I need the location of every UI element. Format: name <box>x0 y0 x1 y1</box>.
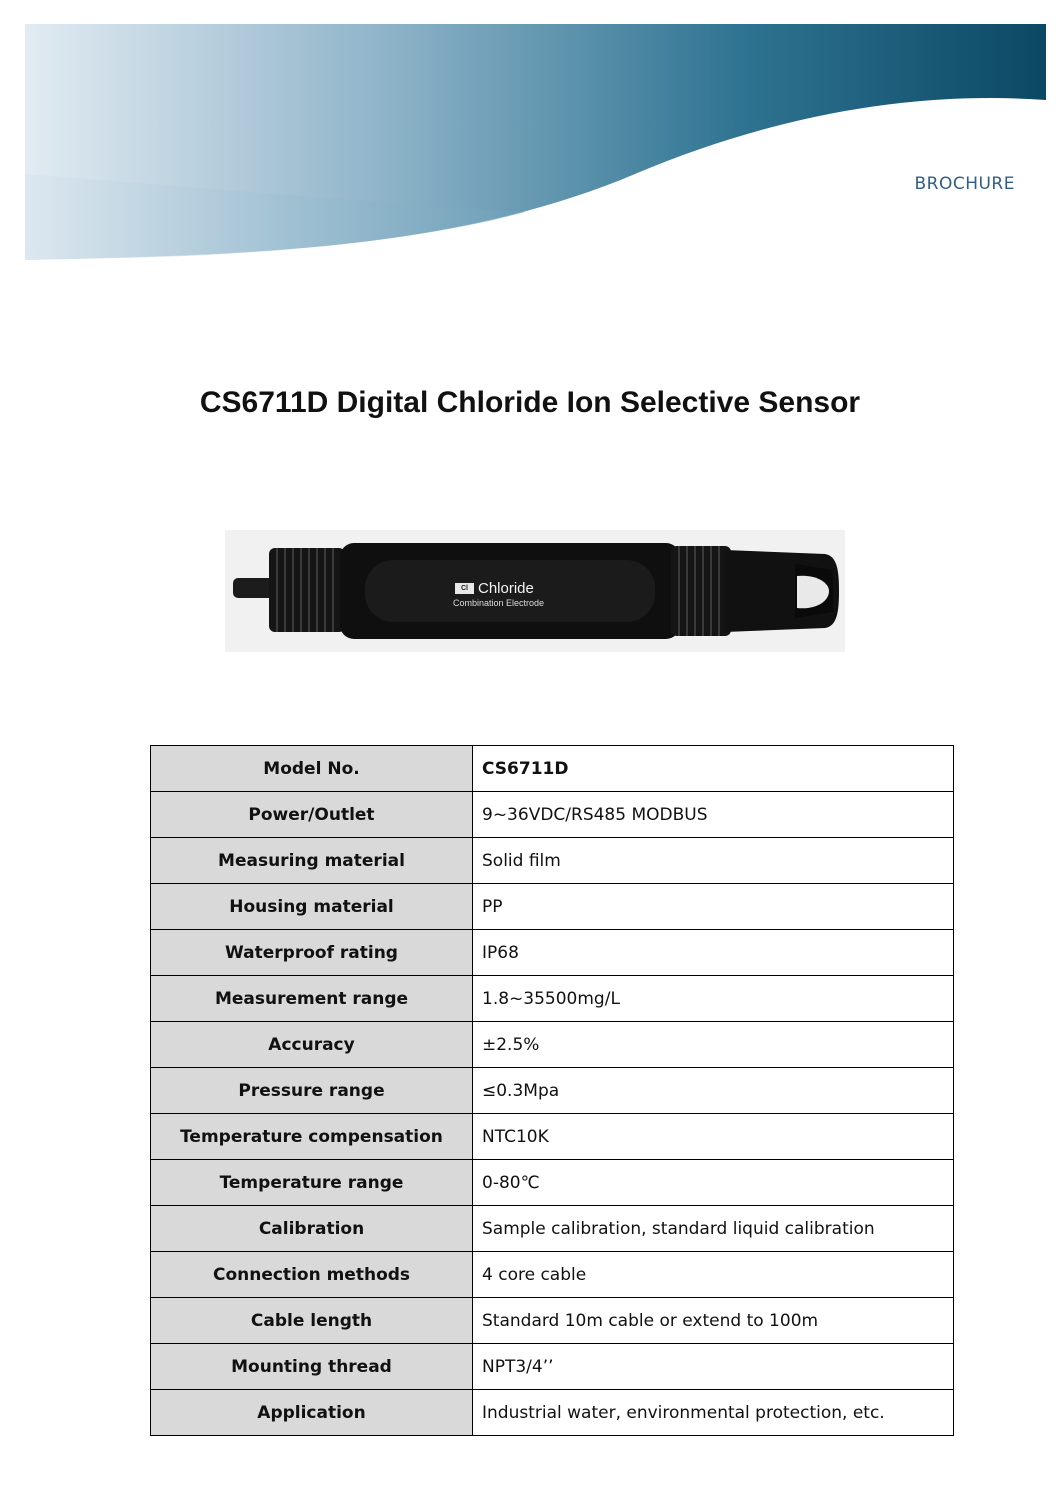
table-row <box>151 838 954 884</box>
spec-value: NTC10K <box>473 1114 954 1160</box>
spec-key: Calibration <box>151 1206 473 1252</box>
spec-value: 1.8~35500mg/L <box>473 976 954 1022</box>
spec-key: Model No. <box>151 746 473 792</box>
product-image <box>225 530 845 652</box>
table-row <box>151 1206 954 1252</box>
table-row <box>151 1114 954 1160</box>
spec-value: 0-80℃ <box>473 1160 954 1206</box>
spec-key: Pressure range <box>151 1068 473 1114</box>
spec-key: Waterproof rating <box>151 930 473 976</box>
spec-value: PP <box>473 884 954 930</box>
spec-key: Measurement range <box>151 976 473 1022</box>
page-title: CS6711D Digital Chloride Ion Selective Sensor <box>199 386 861 419</box>
spec-value: ≤0.3Mpa <box>473 1068 954 1114</box>
sensor-label: Chloride <box>478 580 534 597</box>
sensor-badge: Cl <box>455 583 474 594</box>
spec-table <box>150 745 954 1436</box>
spec-key: Temperature range <box>151 1160 473 1206</box>
table-row <box>151 884 954 930</box>
spec-key: Cable length <box>151 1298 473 1344</box>
table-row <box>151 1298 954 1344</box>
spec-key: Housing material <box>151 884 473 930</box>
spec-value: Industrial water, environmental protection, etc. <box>473 1390 954 1436</box>
spec-value: 4 core cable <box>473 1252 954 1298</box>
table-row <box>151 792 954 838</box>
spec-key: Measuring material <box>151 838 473 884</box>
table-row <box>151 1160 954 1206</box>
table-row <box>151 1068 954 1114</box>
spec-key: Application <box>151 1390 473 1436</box>
wave-graphic <box>25 24 1046 260</box>
spec-value: 9~36VDC/RS485 MODBUS <box>473 792 954 838</box>
table-row <box>151 1390 954 1436</box>
table-row <box>151 746 954 792</box>
spec-value: IP68 <box>473 930 954 976</box>
spec-value: Sample calibration, standard liquid calibration <box>473 1206 954 1252</box>
spec-value: CS6711D <box>473 746 954 792</box>
table-row <box>151 1344 954 1390</box>
table-row <box>151 1022 954 1068</box>
sensor-illustration <box>225 530 845 652</box>
table-row <box>151 930 954 976</box>
spec-value: Standard 10m cable or extend to 100m <box>473 1298 954 1344</box>
spec-key: Temperature compensation <box>151 1114 473 1160</box>
sensor-sublabel: Combination Electrode <box>453 598 545 608</box>
spec-value: NPT3/4’’ <box>473 1344 954 1390</box>
brochure-label: BROCHURE <box>914 174 1015 194</box>
spec-value: Solid film <box>473 838 954 884</box>
spec-value: ±2.5% <box>473 1022 954 1068</box>
header-banner <box>25 24 1046 260</box>
spec-key: Accuracy <box>151 1022 473 1068</box>
table-row <box>151 976 954 1022</box>
spec-key: Power/Outlet <box>151 792 473 838</box>
spec-key: Mounting thread <box>151 1344 473 1390</box>
spec-key: Connection methods <box>151 1252 473 1298</box>
table-row <box>151 1252 954 1298</box>
